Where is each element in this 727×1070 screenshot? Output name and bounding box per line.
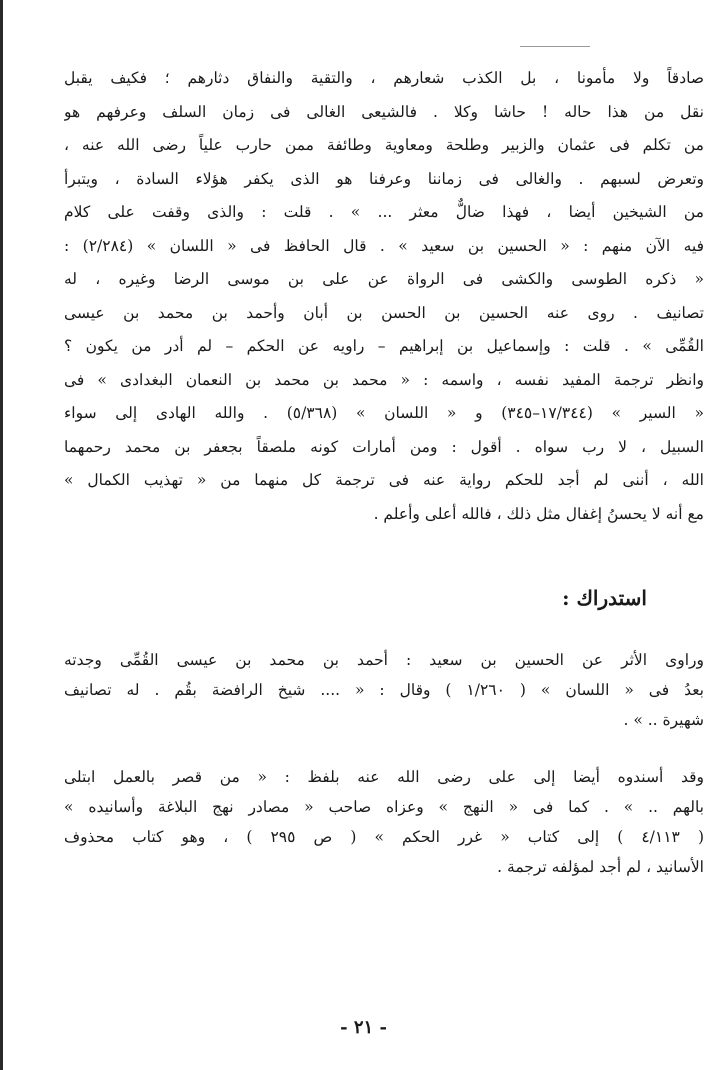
page-number: - ٢١ - [340, 1017, 387, 1038]
paragraph-addendum-2 [64, 762, 704, 882]
text-line: من تكلم فى عثمان والزبير وطلحة ومعاوية وطائفة ممن حارب علياً رضى الله عنه ، [64, 136, 704, 154]
text-line: « ذكره الطوسى والكشى فى الرواة عن على بن موسى الرضا وغيره ، له [64, 270, 704, 288]
text-line: بالهم .. » . كما فى « النهج » وعزاه صاحب « مصادر نهج البلاغة وأسانيده » [64, 798, 704, 816]
scan-edge-border [0, 0, 3, 1070]
text-line: القُمِّى » . قلت : وإسماعيل بن إبراهيم – راويه عن الحكم – لم أدر من يكون ؟ [64, 337, 704, 355]
text-line: وانظر ترجمة المفيد نفسه ، واسمه : « محمد بن محمد بن النعمان البغدادى » فى [64, 370, 704, 389]
text-line: ( ٤/١١٣ ) إلى كتاب « غرر الحكم » ( ص ٢٩٥ ) ، وهو كتاب محذوف [64, 828, 704, 846]
text-line: بعدُ فى « اللسان » ( ١/٢٦٠ ) وقال : « .... شيخ الرافضة بقُم . له تصانيف [64, 681, 704, 699]
text-line: فيه الآن منهم : « الحسين بن سعيد » . قال الحافظ فى « اللسان » (٢/٢٨٤) : [64, 236, 704, 255]
text-line: السبيل ، لا رب سواه . أقول : ومن أمارات كونه ملصقاً بجعفر بن محمد رحمهما [64, 437, 704, 456]
text-line: « السير » (١٧/٣٤٤–٣٤٥) و « اللسان » (٥/٣٦٨) . والله الهادى إلى سواء [64, 404, 704, 422]
top-rule-mark [520, 46, 590, 47]
text-line: نقل من هذا حاله ! حاشا وكلا . فالشيعى الغالى فى زمان السلف وعرفهم هو [64, 102, 704, 121]
text-line: تصانيف . روى عنه الحسين بن الحسن بن أبان وأحمد بن محمد بن عيسى [64, 303, 704, 322]
text-line: من الشيخين أيضا ، فهذا ضالٌّ معثر ... » . قلت : والذى وقفت على كلام [64, 203, 704, 221]
paragraph-main [64, 62, 704, 531]
text-line: وراوى الأثر عن الحسين بن سعيد : أحمد بن محمد بن عيسى القُمِّى وجدته [64, 651, 704, 669]
text-line: وتعرض لسبهم . والغالى فى زماننا وعرفنا هو الذى يكفر هؤلاء السادة ، ويتبرأ [64, 169, 704, 188]
text-line: الأسانيد ، لم أجد لمؤلفه ترجمة . [497, 858, 704, 876]
text-line: شهيرة .. » . [623, 711, 704, 729]
text-line: الله ، أننى لم أجد للحكم رواية عنه فى ترجمة كل منهما من « تهذيب الكمال » [64, 471, 704, 489]
text-line: وقد أسندوه أيضا إلى على رضى الله عنه بلفظ : « من قصر بالعمل ابتلى [64, 768, 704, 786]
text-line: مع أنه لا يحسنُ إغفال مثل ذلك ، فالله أعلى وأعلم . [373, 504, 704, 523]
paragraph-addendum-1 [64, 645, 704, 735]
section-heading: استدراك : [562, 586, 647, 610]
text-line: صادقاً ولا مأمونا ، بل الكذب شعارهم ، والتقية والنفاق دثارهم ؛ فكيف يقبل [64, 69, 704, 87]
